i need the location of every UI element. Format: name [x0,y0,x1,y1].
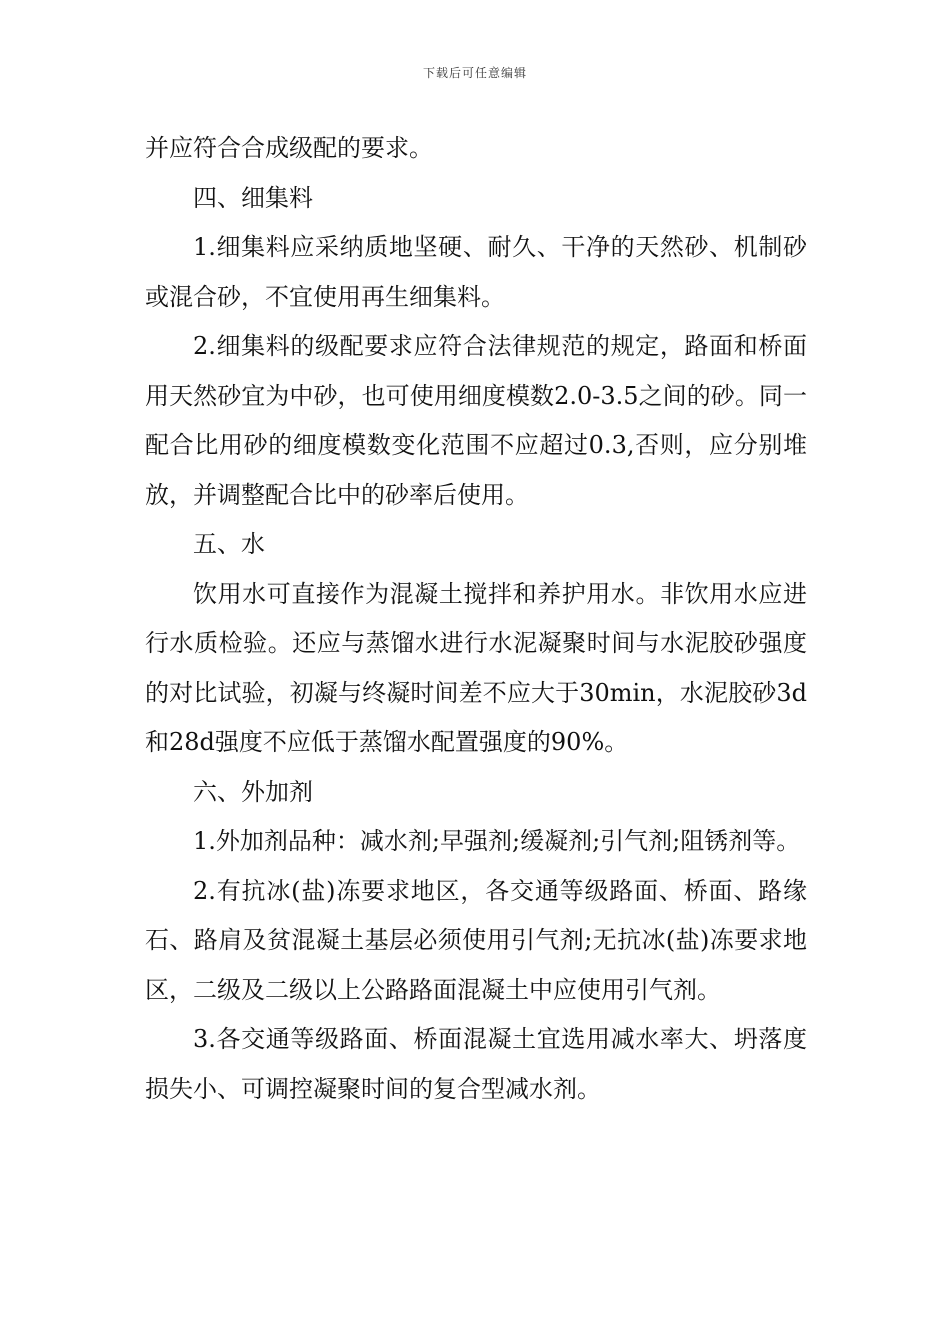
paragraph-fine-aggregate-1: 1.细集料应采纳质地坚硬、耐久、干净的天然砂、机制砂或混合砂，不宜使用再生细集料。 [145,233,807,311]
paragraph-continuation: 并应符合合成级配的要求。 [145,134,433,162]
paragraph-admixture-3: 3.各交通等级路面、桥面混凝土宜选用减水率大、坍落度损失小、可调控凝聚时间的复合型减水剂。 [145,1025,807,1103]
paragraph-water: 饮用水可直接作为混凝土搅拌和养护用水。非饮用水应进行水质检验。还应与蒸馏水进行水泥凝聚时间与水泥胶砂强度的对比试验，初凝与终凝时间差不应大于30min，水泥胶砂3d和28d强度不应低于蒸馏水配置强度的90%。 [145,579,807,756]
section-heading-admixture: 六、外加剂 [193,777,313,806]
paragraph-fine-aggregate-2: 2.细集料的级配要求应符合法律规范的规定，路面和桥面用天然砂宜为中砂，也可使用细度模数2.0-3.5之间的砂。同一配合比用砂的细度模数变化范围不应超过0.3,否则，应分别堆放，并调整配合比中的砂率后使用。 [145,332,807,509]
page-header: 下载后可任意编辑 [422,66,527,80]
document-body [145,124,807,1114]
section-heading-fine-aggregate: 四、细集料 [193,183,313,212]
paragraph-admixture-1: 1.外加剂品种：减水剂;早强剂;缓凝剂;引气剂;阻锈剂等。 [193,827,801,855]
section-heading-water: 五、水 [193,530,265,558]
paragraph-admixture-2: 2.有抗冰(盐)冻要求地区，各交通等级路面、桥面、路缘石、路肩及贫混凝土基层必须使用引气剂;无抗冰(盐)冻要求地区，二级及二级以上公路路面混凝土中应使用引气剂。 [145,876,807,1004]
